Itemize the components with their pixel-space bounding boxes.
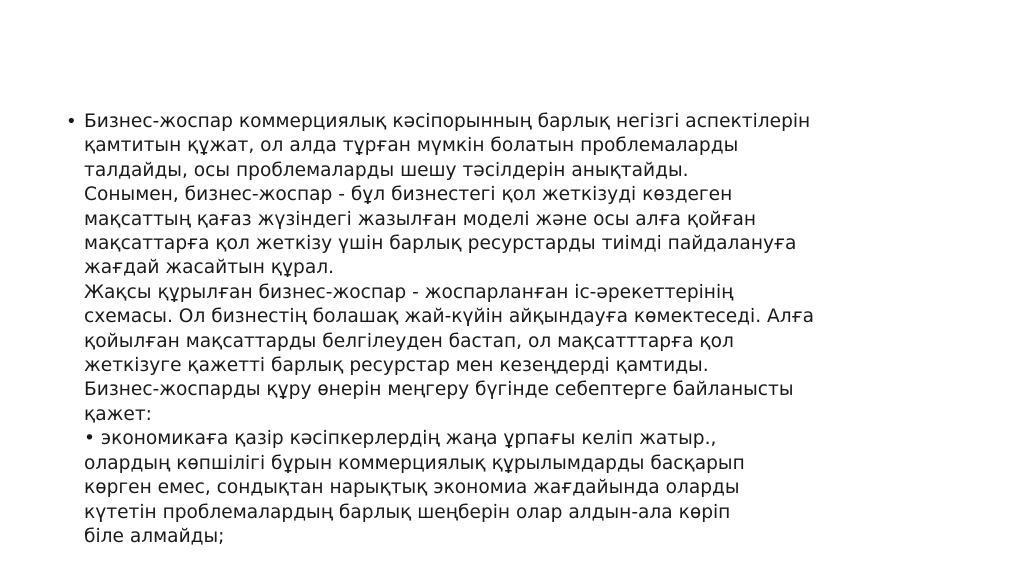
- text-line: біле алмайды;: [84, 525, 225, 547]
- text-line: схемасы. Ол бизнестің болашақ жай-күйін айқындауға көмектеседі. Алға: [84, 306, 814, 328]
- text-line: қойылған мақсаттарды белгілеуден бастап, ол мақсатттарға қол: [84, 330, 734, 352]
- slide-body: [58, 110, 988, 549]
- text-line: Сонымен, бизнес-жоспар - бұл бизнестегі қол жеткізуді көздеген: [84, 184, 733, 206]
- text-line: көрген емес, сондықтан нарықтық экономиа жағдайында оларды: [84, 477, 740, 499]
- text-line: олардың көпшілігі бұрын коммерциялық құрылымдарды басқарып: [84, 452, 745, 474]
- text-line: Бизнес-жоспарды құру өнерін меңгеру бүгінде себептерге байланысты: [84, 379, 794, 401]
- text-line: • экономикаға қазір кәсіпкерлердің жаңа ұрпағы келіп жатыр.,: [84, 428, 717, 450]
- text-line: жағдай жасайтын құрал.: [84, 257, 335, 279]
- text-line: қажет:: [84, 403, 152, 425]
- text-line: Бизнес-жоспар коммерциялық кәсіпорынның барлық негізгі аспектілерін: [84, 111, 811, 132]
- bullet-text: [84, 110, 988, 549]
- bullet-item: [58, 110, 988, 549]
- bullet-icon: •: [66, 111, 77, 132]
- text-line: Жақсы құрылған бизнес-жоспар - жоспарланған іс-әрекеттерінің: [84, 281, 734, 303]
- text-line: күтетін проблемалардың барлық шеңберін олар алдын-ала көріп: [84, 501, 731, 523]
- text-line: талдайды, осы проблемаларды шешу тәсілдерін анықтайды.: [84, 159, 689, 181]
- text-line: жеткізуге қажетті барлық ресурстар мен кезеңдерді қамтиды.: [84, 355, 709, 377]
- text-line: мақсаттарға қол жеткізу үшін барлық ресурстарды тиімді пайдалануға: [84, 233, 797, 255]
- text-line: мақсаттың қағаз жүзіндегі жазылған моделі және осы алға қойған: [84, 208, 757, 230]
- text-line: қамтитын құжат, ол алда тұрған мүмкін болатын проблемаларды: [84, 135, 739, 157]
